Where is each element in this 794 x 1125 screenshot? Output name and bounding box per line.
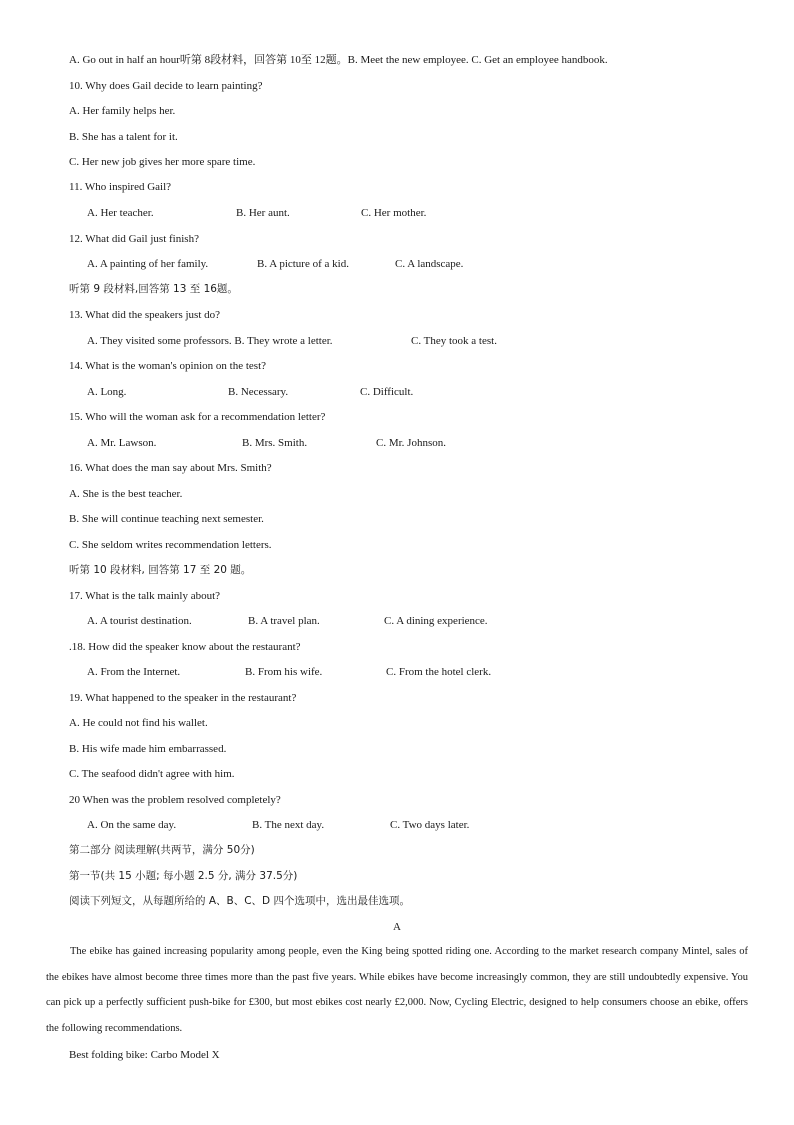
q14-option-c: C. Difficult. xyxy=(360,386,414,398)
section-one-heading: 第一节(共 15 小题; 每小题 2.5 分, 满分 37.5分) xyxy=(69,870,298,882)
q13-option-ab: A. They visited some professors. B. They wrote a letter. xyxy=(87,335,333,347)
q20-option-b: B. The next day. xyxy=(252,819,325,831)
q10-option-a: A. Her family helps her. xyxy=(69,105,176,117)
passage-subheading: Best folding bike: Carbo Model X xyxy=(69,1049,220,1061)
q12-option-c: C. A landscape. xyxy=(395,258,464,270)
q18-option-a: A. From the Internet. xyxy=(87,666,181,678)
question-10: 10. Why does Gail decide to learn painting? xyxy=(69,80,263,92)
section-9-heading: 听第 9 段材料,回答第 13 至 16题。 xyxy=(69,283,238,295)
q20-option-c: C. Two days later. xyxy=(390,819,470,831)
question-13: 13. What did the speakers just do? xyxy=(69,309,221,321)
q19-option-a: A. He could not find his wallet. xyxy=(69,717,208,729)
q17-option-c: C. A dining experience. xyxy=(384,615,488,627)
q14-option-a: A. Long. xyxy=(87,386,127,398)
q11-option-b: B. Her aunt. xyxy=(236,207,290,219)
question-18: .18. How did the speaker know about the restaurant? xyxy=(69,641,301,653)
q11-option-c: C. Her mother. xyxy=(361,207,427,219)
question-20: 20 When was the problem resolved completely? xyxy=(69,794,281,806)
q19-option-b: B. His wife made him embarrassed. xyxy=(69,743,227,755)
question-12: 12. What did Gail just finish? xyxy=(69,233,199,245)
passage-paragraph: The ebike has gained increasing popularity among people, even the King being spotted riding one. According to the market research company Mintel, sales of the ebikes have almost become three times more than the past five years. While ebikes have become increasingly common, they are still undoubtedly expensive. You can pick up a perfectly sufficient push-bike for £300, but most ebikes cost nearly £2,000. Now, Cycling Electric, designed to help consumers choose an ebike, offers the following recommendations. xyxy=(46,946,748,1034)
q17-option-b: B. A travel plan. xyxy=(248,615,320,627)
q20-option-a: A. On the same day. xyxy=(87,819,177,831)
passage-letter: A xyxy=(393,921,401,933)
q13-option-c: C. They took a test. xyxy=(411,335,497,347)
q16-option-a: A. She is the best teacher. xyxy=(69,488,183,500)
question-17: 17. What is the talk mainly about? xyxy=(69,590,221,602)
question-14: 14. What is the woman's opinion on the test? xyxy=(69,360,267,372)
q14-option-b: B. Necessary. xyxy=(228,386,289,398)
q11-option-a: A. Her teacher. xyxy=(87,207,154,219)
q10-option-c: C. Her new job gives her more spare time. xyxy=(69,156,256,168)
q12-option-b: B. A picture of a kid. xyxy=(257,258,349,270)
question-11: 11. Who inspired Gail? xyxy=(69,181,172,193)
question-19: 19. What happened to the speaker in the restaurant? xyxy=(69,692,297,704)
q18-option-b: B. From his wife. xyxy=(245,666,323,678)
question-16: 16. What does the man say about Mrs. Smith? xyxy=(69,462,272,474)
q15-option-b: B. Mrs. Smith. xyxy=(242,437,308,449)
q16-option-c: C. She seldom writes recommendation letters. xyxy=(69,539,272,551)
q12-option-a: A. A painting of her family. xyxy=(87,258,209,270)
part-two-heading: 第二部分 阅读理解(共两节，满分 50分) xyxy=(69,844,255,856)
q15-option-a: A. Mr. Lawson. xyxy=(87,437,157,449)
reading-instructions: 阅读下列短文，从每题所给的 A、B、C、D 四个选项中，选出最佳选项。 xyxy=(69,895,410,907)
q10-option-b: B. She has a talent for it. xyxy=(69,131,178,143)
q9-option-line: A. Go out in half an hour听第 8段材料，回答第 10至 12题。B. Meet the new employee. C. Get an employee handbook. xyxy=(69,54,608,66)
q19-option-c: C. The seafood didn't agree with him. xyxy=(69,768,235,780)
q16-option-b: B. She will continue teaching next semester. xyxy=(69,513,264,525)
question-15: 15. Who will the woman ask for a recommendation letter? xyxy=(69,411,326,423)
section-10-heading: 听第 10 段材料, 回答第 17 至 20 题。 xyxy=(69,564,252,576)
q17-option-a: A. A tourist destination. xyxy=(87,615,192,627)
q15-option-c: C. Mr. Johnson. xyxy=(376,437,446,449)
q18-option-c: C. From the hotel clerk. xyxy=(386,666,492,678)
